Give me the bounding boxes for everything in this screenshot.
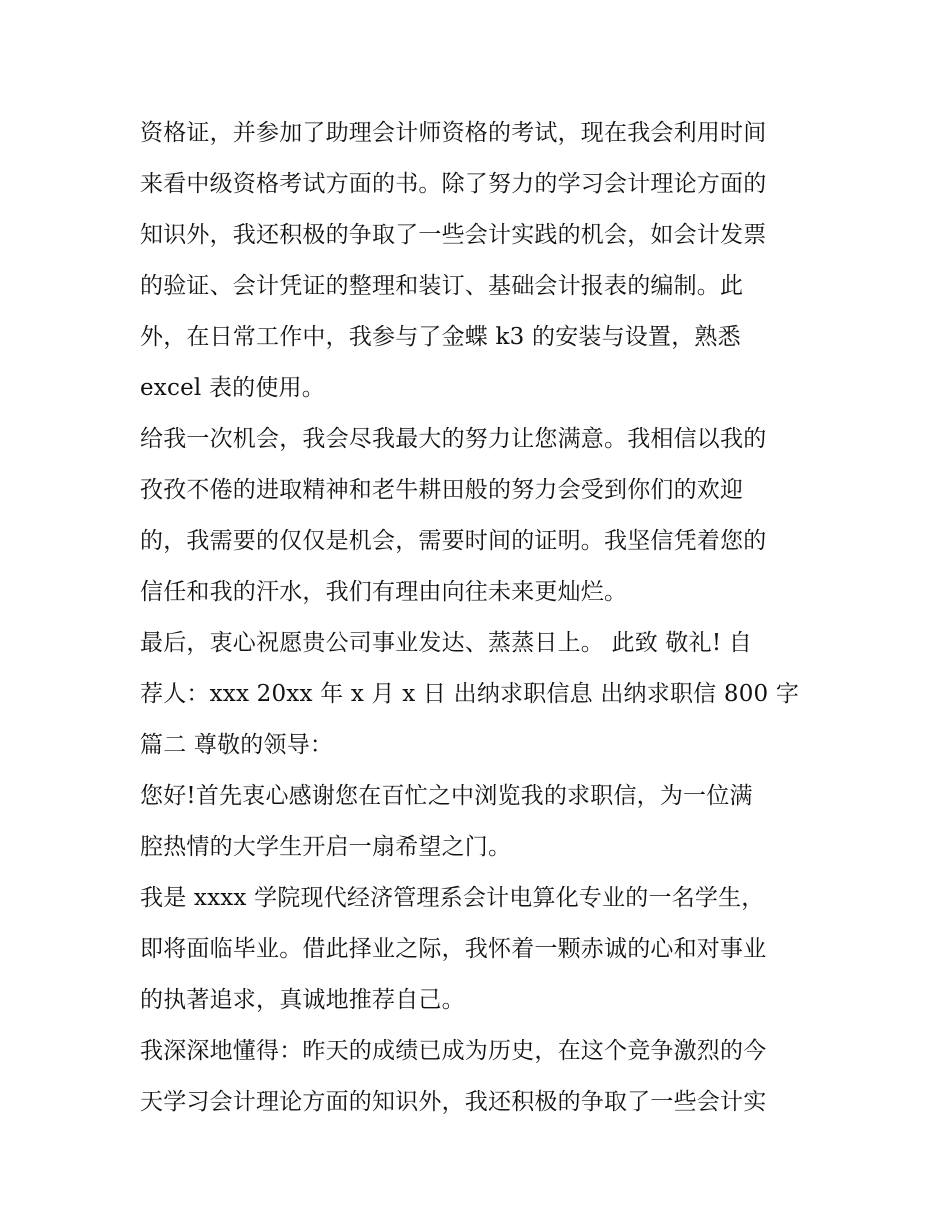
document-body <box>140 108 830 1128</box>
text-line: 您好!首先衷心感谢您在百忙之中浏览我的求职信，为一位满 <box>140 783 753 809</box>
text-line: 天学习会计理论方面的知识外，我还积极的争取了一些会计实 <box>140 1089 767 1115</box>
text-line: 外，在日常工作中，我参与了金蝶 k3 的安装与设置，熟悉 <box>140 324 741 350</box>
text-line: 我深深地懂得：昨天的成绩已成为历史，在这个竞争激烈的今 <box>140 1038 767 1064</box>
text-line: 腔热情的大学生开启一扇希望之门。 <box>140 834 512 860</box>
text-line: 我是 xxxx 学院现代经济管理系会计电算化专业的一名学生， <box>140 885 765 911</box>
text-line: 孜孜不倦的进取精神和老牛耕田般的努力会受到你们的欢迎 <box>140 477 744 503</box>
text-line: 来看中级资格考试方面的书。除了努力的学习会计理论方面的 <box>140 171 767 197</box>
text-line: 的验证、会计凭证的整理和装订、基础会计报表的编制。此 <box>140 273 744 299</box>
text-line: 的，我需要的仅仅是机会，需要时间的证明。我坚信凭着您的 <box>140 528 767 554</box>
text-line: 的执著追求，真诚地推荐自己。 <box>140 987 465 1013</box>
text-line: 篇二 尊敬的领导： <box>140 732 334 758</box>
text-line: 荐人：xxx 20xx 年 x 月 x 日 出纳求职信息 出纳求职信 800 字 <box>140 681 800 707</box>
text-line: 知识外，我还积极的争取了一些会计实践的机会，如会计发票 <box>140 222 767 248</box>
text-line: 最后，衷心祝愿贵公司事业发达、蒸蒸日上。 此致 敬礼! 自 <box>140 630 752 656</box>
text-line: excel 表的使用。 <box>140 375 325 401</box>
text-line: 信任和我的汗水，我们有理由向往未来更灿烂。 <box>140 579 628 605</box>
text-line: 即将面临毕业。借此择业之际，我怀着一颗赤诚的心和对事业 <box>140 936 767 962</box>
text-line: 给我一次机会，我会尽我最大的努力让您满意。我相信以我的 <box>140 426 767 452</box>
text-line: 资格证，并参加了助理会计师资格的考试，现在我会利用时间 <box>140 120 767 146</box>
